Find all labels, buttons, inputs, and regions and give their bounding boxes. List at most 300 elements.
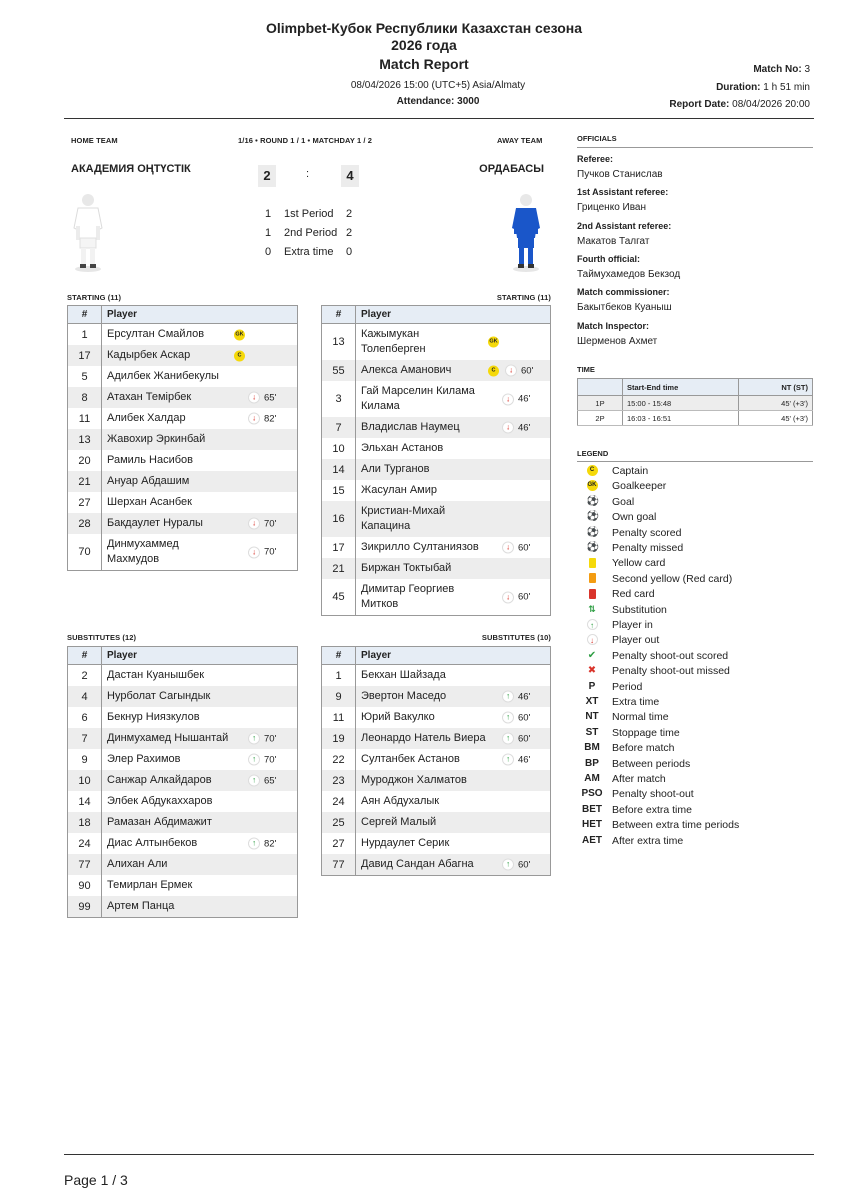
player-in-icon [577, 619, 607, 630]
player-in-icon: ↑ [248, 733, 260, 745]
penalty-scored-icon [577, 527, 607, 538]
legend-label: Before extra time [612, 803, 692, 816]
player-marks [488, 857, 530, 872]
col-number-header: # [322, 647, 356, 665]
player-number: 13 [322, 324, 356, 361]
legend-item [577, 480, 813, 495]
header-divider [64, 118, 814, 119]
official-role: Match commissioner: [577, 287, 670, 298]
player-cell [356, 579, 551, 616]
col-player-header: Player [356, 647, 551, 665]
player-name: Ануар Абдашим [107, 475, 190, 487]
player-row [322, 749, 551, 770]
player-cell [102, 749, 298, 770]
player-name: Атахан Темірбек [107, 391, 192, 403]
player-row [68, 387, 298, 408]
player-number: 27 [68, 492, 102, 513]
player-cell [102, 854, 298, 875]
player-cell [356, 749, 551, 770]
legend-divider [577, 461, 813, 462]
player-number: 14 [322, 459, 356, 480]
report-title-line2: 2026 года [391, 37, 457, 53]
player-cell [356, 480, 551, 501]
away-team-name: ОРДАБАСЫ [479, 163, 544, 175]
player-out-icon [577, 634, 607, 645]
legend-label: After match [612, 773, 666, 785]
player-number: 1 [322, 665, 356, 687]
red-card-icon [577, 588, 607, 599]
goal-icon [577, 496, 607, 507]
yellow-card-icon-glyph [589, 558, 596, 568]
time-col-range: Start-End time [623, 379, 739, 396]
home-subs-table [67, 646, 298, 918]
legend-label: Between extra time periods [612, 819, 740, 832]
player-number: 9 [322, 686, 356, 707]
period-home-score: 1 [265, 227, 272, 239]
legend-item [577, 711, 813, 726]
player-cell [102, 534, 298, 571]
player-marks [234, 329, 245, 340]
legend-label: Extra time [612, 696, 660, 708]
report-date: Report Date: 08/04/2026 20:00 [669, 99, 810, 110]
player-out-icon: ↓ [505, 365, 517, 377]
player-number: 10 [68, 770, 102, 791]
score-separator: : [306, 168, 310, 180]
player-number: 1 [68, 324, 102, 346]
player-marks [234, 545, 276, 560]
legend-item [577, 665, 813, 680]
player-name: Давид Сандан Абагна [361, 858, 474, 870]
home-team-name: АКАДЕМИЯ ОҢТҮСТІК [71, 163, 191, 175]
player-number: 24 [68, 833, 102, 854]
shootout-missed-icon [577, 665, 607, 676]
player-cell [356, 686, 551, 707]
legend-item [577, 773, 813, 788]
legend-label: Own goal [612, 511, 657, 524]
period-home-score: 1 [265, 208, 272, 220]
legend-label: Penalty shoot-out missed [612, 665, 730, 678]
player-name: Кажымукан Толепберген [361, 328, 426, 355]
round-info: 1/16 • ROUND 1 / 1 • MATCHDAY 1 / 2 [238, 136, 373, 145]
player-cell [102, 833, 298, 854]
player-row [68, 707, 298, 728]
player-number: 6 [68, 707, 102, 728]
official-name: Таймухамедов Бекзод [577, 268, 681, 280]
player-number: 15 [322, 480, 356, 501]
player-name: Ерсултан Смайлов [107, 328, 205, 340]
player-row [68, 345, 298, 366]
player-name: Аян Абдухалык [361, 795, 440, 807]
legend-abbreviation: XT [585, 696, 599, 707]
player-cell [356, 854, 551, 876]
player-cell [102, 408, 298, 429]
player-cell [356, 665, 551, 687]
player-in-icon: ↑ [502, 733, 514, 745]
player-in-icon: ↑ [502, 859, 514, 871]
captain-icon [577, 465, 607, 476]
player-name: Адилбек Жанибекулы [107, 370, 219, 382]
legend-abbreviation: BM [584, 742, 600, 754]
player-row [322, 381, 551, 417]
time-row [578, 411, 813, 426]
legend-item [577, 511, 813, 526]
player-out-icon: ↓ [502, 542, 514, 554]
player-number: 18 [68, 812, 102, 833]
legend-label: Between periods [612, 757, 691, 770]
player-row [322, 665, 551, 687]
legend-item [577, 588, 813, 603]
player-name: Кадырбек Аскар [107, 349, 191, 361]
player-name: Нурдаулет Серик [361, 837, 450, 849]
officials-divider [577, 147, 813, 148]
sub-minute: 46' [518, 754, 531, 765]
captain-icon-glyph: C [587, 465, 598, 476]
player-cell [102, 324, 298, 346]
player-number: 77 [68, 854, 102, 875]
penalty-missed-icon [577, 542, 607, 553]
legend-abbreviation: AET [582, 834, 602, 846]
home-starting-table [67, 305, 298, 571]
period-away-score: 0 [346, 246, 353, 258]
player-row [322, 360, 551, 381]
player-cell [356, 812, 551, 833]
player-cell [102, 728, 298, 749]
player-number: 5 [68, 366, 102, 387]
official-name: Шерменов Ахмет [577, 335, 658, 347]
player-cell [102, 791, 298, 812]
player-marks [234, 752, 276, 767]
player-out-icon: ↓ [248, 413, 260, 425]
player-cell [356, 833, 551, 854]
legend-item [577, 742, 813, 757]
time-col-period [578, 379, 623, 396]
period-name: Extra time [284, 246, 334, 258]
player-name: Димитар Георгиев Митков [361, 583, 455, 610]
player-cell [356, 324, 551, 361]
legend-item [577, 604, 813, 619]
official-role: Fourth official: [577, 253, 640, 264]
home-subs-label: SUBSTITUTES (12) [67, 633, 137, 642]
official-name: Бакытбеков Куаныш [577, 302, 672, 314]
legend-label: Second yellow (Red card) [612, 572, 733, 585]
player-row [322, 812, 551, 833]
player-number: 10 [322, 438, 356, 459]
player-row [68, 471, 298, 492]
period-name: 1st Period [284, 208, 334, 220]
goalkeeper-icon [577, 480, 607, 491]
player-in-icon: ↑ [502, 712, 514, 724]
sub-minute: 46' [518, 393, 531, 405]
legend-item [577, 634, 813, 649]
player-number: 3 [322, 381, 356, 417]
player-row [68, 791, 298, 812]
player-name: Рамиль Насибов [107, 454, 193, 466]
time-col-nt: NT (ST) [739, 379, 813, 396]
legend-label: Penalty shoot-out scored [612, 649, 729, 662]
match-datetime: 08/04/2026 15:00 (UTC+5) Asia/Almaty [350, 80, 526, 91]
player-cell [102, 707, 298, 728]
legend-item [577, 619, 813, 634]
legend-abbreviation: PSO [581, 788, 603, 800]
player-number: 4 [68, 686, 102, 707]
official-role: Referee: [577, 154, 614, 164]
official-name: Гриценко Иван [577, 202, 646, 214]
time-row [578, 396, 813, 411]
player-row [322, 854, 551, 876]
player-number: 7 [68, 728, 102, 749]
legend-label: Goalkeeper [612, 480, 667, 493]
player-name: Леонардо Натель Виера [361, 732, 486, 744]
player-name: Эвертон Маседо [361, 690, 447, 702]
home-score: 2 [258, 165, 276, 187]
player-cell [102, 345, 298, 366]
sub-minute: 60' [518, 733, 531, 744]
sub-minute: 60' [518, 859, 531, 870]
sub-minute: 65' [264, 775, 277, 786]
player-number: 16 [322, 501, 356, 537]
player-number: 9 [68, 749, 102, 770]
player-cell [102, 471, 298, 492]
report-title [0, 20, 848, 54]
player-cell [102, 665, 298, 687]
match-no: Match No: 3 [753, 64, 810, 75]
player-cell [102, 513, 298, 534]
legend-item [577, 788, 813, 803]
player-row [322, 833, 551, 854]
sub-minute: 60' [518, 591, 531, 603]
player-out-icon: ↓ [248, 392, 260, 404]
legend-label: Penalty scored [612, 526, 682, 539]
player-name: Бекнур Ниязкулов [107, 711, 200, 723]
legend-abbreviation: HET [582, 819, 602, 831]
player-row [68, 324, 298, 346]
sub-minute: 70' [264, 546, 277, 558]
player-row [68, 429, 298, 450]
player-name: Али Турганов [361, 463, 430, 475]
player-name: Диас Алтынбеков [107, 837, 198, 849]
player-cell [356, 381, 551, 417]
player-number: 11 [322, 707, 356, 728]
player-name: Элбек Абдукаххаров [107, 795, 213, 807]
official-role: Match Inspector: [577, 320, 650, 331]
player-cell [356, 417, 551, 438]
player-number: 22 [322, 749, 356, 770]
player-row [68, 366, 298, 387]
legend-item [577, 496, 813, 511]
player-number: 27 [322, 833, 356, 854]
player-marks [234, 516, 276, 531]
legend-label: Stoppage time [612, 726, 680, 739]
away-subs-label: SUBSTITUTES (10) [481, 633, 551, 642]
player-number: 21 [322, 558, 356, 579]
player-number: 99 [68, 896, 102, 918]
time-nt: 45' (+3') [739, 396, 813, 411]
player-row [68, 833, 298, 854]
player-row [68, 513, 298, 534]
player-marks [488, 392, 530, 407]
penalty-missed-icon-glyph: ⚽ [586, 542, 599, 553]
player-out-icon: ↓ [502, 591, 514, 603]
substitution-icon-glyph: ⇅ [588, 603, 596, 614]
sub-minute: 60' [518, 712, 531, 723]
official-name: Макатов Талгат [577, 235, 650, 247]
time-table [577, 378, 813, 426]
player-cell [356, 770, 551, 791]
player-row [322, 438, 551, 459]
player-number: 28 [68, 513, 102, 534]
legend-abbreviation: NT [585, 711, 599, 723]
period-away-score: 2 [346, 208, 353, 220]
player-number: 70 [68, 534, 102, 571]
player-number: 90 [68, 875, 102, 896]
report-title-line1: Olimpbet-Кубок Республики Казахстан сезона [265, 20, 583, 36]
legend-label: Goal [612, 495, 635, 508]
player-number: 77 [322, 854, 356, 876]
goalkeeper-icon: GK [488, 337, 499, 348]
shootout-scored-icon-glyph: ✔ [587, 649, 597, 661]
time-nt: 45' (+3') [739, 411, 813, 426]
player-name: Эльхан Астанов [361, 442, 444, 454]
col-player-header: Player [102, 647, 298, 665]
player-name: Бекхан Шайзада [361, 669, 446, 681]
player-row [322, 417, 551, 438]
player-name: Сергей Малый [361, 816, 437, 828]
player-row [68, 854, 298, 875]
player-name: Алекса Аманович [361, 364, 452, 376]
player-name: Биржан Токтыбай [361, 562, 452, 574]
player-row [322, 537, 551, 558]
attendance: Attendance: 3000 [396, 96, 480, 107]
sub-minute: 82' [264, 413, 277, 424]
player-number: 17 [68, 345, 102, 366]
official-role: 2nd Assistant referee: [577, 220, 672, 231]
legend-item [577, 727, 813, 742]
player-cell [102, 429, 298, 450]
player-number: 8 [68, 387, 102, 408]
player-row [68, 749, 298, 770]
player-marks [234, 350, 245, 361]
player-name: Алибек Халдар [107, 412, 186, 424]
player-in-icon: ↑ [248, 838, 260, 850]
away-starting-label: STARTING (11) [496, 293, 551, 302]
legend-label: Red card [612, 588, 655, 601]
player-cell [356, 728, 551, 749]
legend-item [577, 835, 813, 850]
player-name: Шерхан Асанбек [107, 496, 192, 508]
player-row [68, 896, 298, 918]
legend-abbreviation: P [588, 680, 596, 692]
player-in-icon-glyph: ↑ [587, 619, 598, 630]
captain-icon: C [234, 350, 245, 361]
player-name: Юрий Вакулко [361, 711, 435, 723]
player-cell [102, 387, 298, 408]
sub-minute: 46' [518, 422, 531, 433]
substitution-icon [577, 604, 607, 615]
player-out-icon-glyph: ↓ [587, 634, 598, 645]
legend-label: Player in [612, 619, 653, 631]
legend-item [577, 758, 813, 773]
player-marks [488, 689, 530, 704]
captain-icon: C [488, 365, 499, 376]
col-number-header: # [68, 647, 102, 665]
player-number: 13 [68, 429, 102, 450]
player-cell [102, 450, 298, 471]
second-yellow-icon [577, 573, 607, 584]
legend-item [577, 542, 813, 557]
player-name: Зикрилло Султаниязов [361, 541, 479, 553]
player-cell [356, 791, 551, 812]
player-marks [488, 363, 533, 378]
player-name: Динмухамед Нышантай [107, 732, 229, 744]
away-starting-table [321, 305, 551, 616]
player-marks [488, 590, 530, 605]
player-number: 24 [322, 791, 356, 812]
player-cell [102, 896, 298, 918]
player-marks [488, 337, 499, 348]
player-marks [488, 710, 530, 725]
player-row [68, 812, 298, 833]
player-cell [102, 492, 298, 513]
player-name: Динмухаммед Махмудов [107, 538, 179, 565]
player-marks [234, 390, 276, 405]
player-row [322, 728, 551, 749]
player-row [68, 875, 298, 896]
player-name: Кристиан-Михай Капацина [361, 505, 446, 532]
player-number: 2 [68, 665, 102, 687]
legend-label: Before match [612, 742, 675, 755]
legend-item [577, 527, 813, 542]
period-row [254, 227, 364, 243]
player-name: Дастан Куанышбек [107, 669, 205, 681]
own-goal-icon-glyph: ⚽ [586, 511, 599, 523]
player-name: Бакдаулет Нуралы [107, 517, 203, 529]
time-range: 16:03 - 16:51 [623, 411, 739, 426]
player-row [322, 770, 551, 791]
player-row [68, 492, 298, 513]
player-cell [356, 459, 551, 480]
shootout-missed-icon-glyph: ✖ [587, 665, 597, 677]
player-marks [488, 420, 530, 435]
player-name: Муроджон Халматов [361, 774, 467, 786]
player-name: Рамазан Абдимажит [107, 816, 212, 828]
player-marks [488, 731, 530, 746]
player-number: 17 [322, 537, 356, 558]
footer-divider [64, 1154, 814, 1155]
legend-abbreviation: ST [585, 726, 599, 738]
player-cell [102, 686, 298, 707]
player-number: 7 [322, 417, 356, 438]
legend-item [577, 650, 813, 665]
player-in-icon: ↑ [502, 691, 514, 703]
legend-item [577, 557, 813, 572]
player-marks [234, 836, 276, 851]
player-marks [488, 540, 530, 555]
player-number: 55 [322, 360, 356, 381]
legend-label: Captain [612, 465, 649, 477]
time-heading: TIME [577, 365, 595, 374]
player-row [68, 686, 298, 707]
player-cell [356, 558, 551, 579]
player-row [322, 501, 551, 537]
officials-heading: OFFICIALS [577, 134, 617, 143]
player-name: Жавохир Эркинбай [107, 433, 206, 445]
player-out-icon: ↓ [248, 518, 260, 530]
red-card-icon-glyph [589, 589, 596, 599]
legend-label: Period [612, 680, 643, 693]
away-team-label: AWAY TEAM [497, 136, 543, 145]
home-team-label: HOME TEAM [71, 136, 118, 145]
player-number: 19 [322, 728, 356, 749]
